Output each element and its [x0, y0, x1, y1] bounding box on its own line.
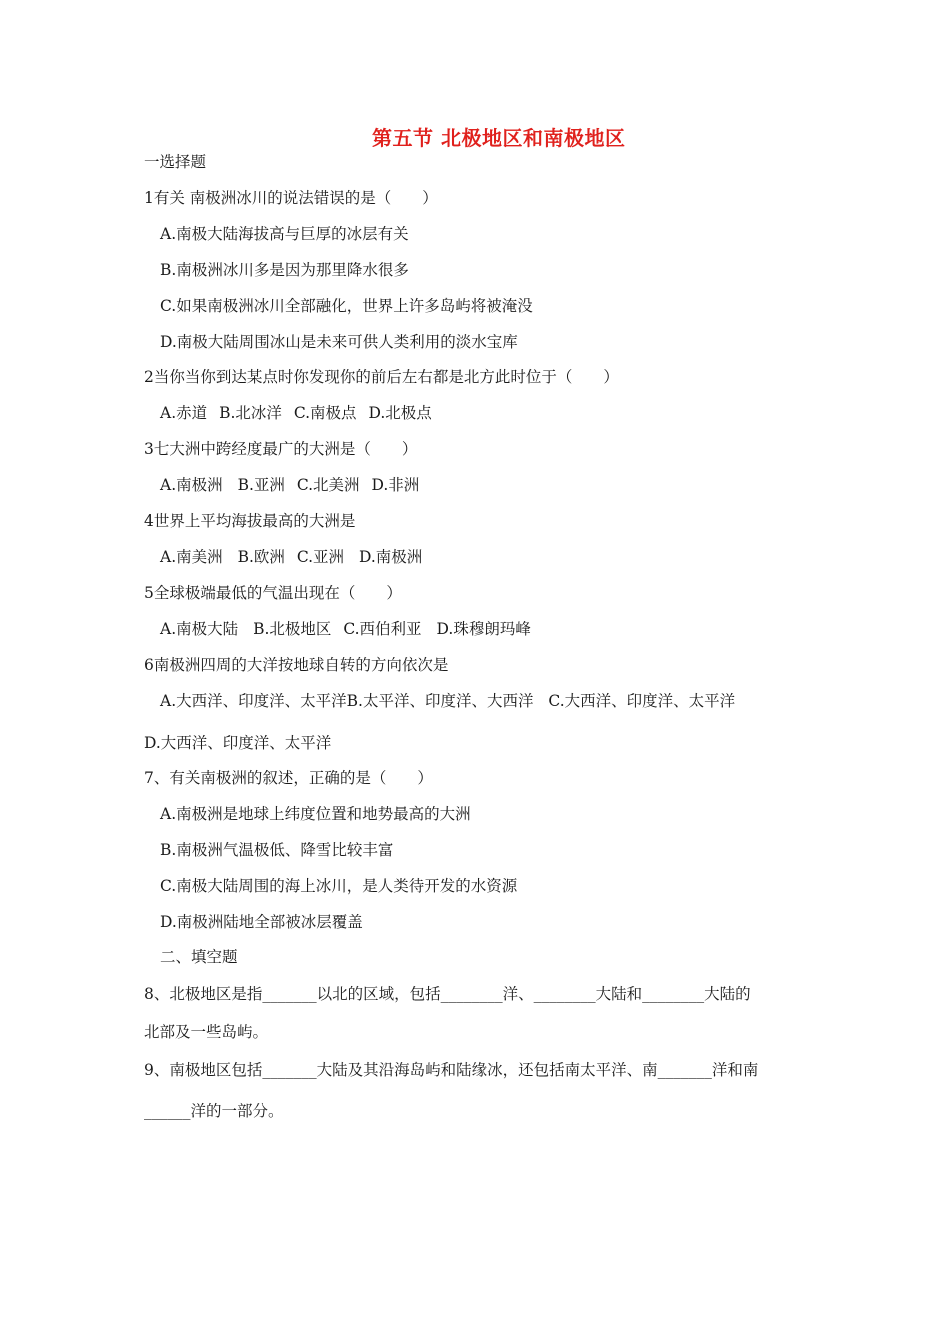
- question-7-option-c: C.南极大陆周围的海上冰川，是人类待开发的水资源: [160, 877, 518, 895]
- question-1-option-d: D.南极大陆周围冰山是未来可供人类利用的淡水宝库: [160, 333, 518, 351]
- question-8-line-2: 北部及一些岛屿。: [144, 1023, 269, 1041]
- question-5-option-a: A.南极大陆: [160, 620, 239, 638]
- question-6-option-c: C.大西洋、印度洋、太平洋: [548, 692, 736, 710]
- question-6-option-b: B.太平洋、印度洋、大西洋: [346, 692, 534, 710]
- question-4-option-a: A.南美洲: [160, 548, 223, 566]
- page-title: 第五节 北极地区和南极地区: [372, 126, 626, 150]
- question-5-stem: 5全球极端最低的气温出现在（ ）: [144, 584, 402, 602]
- question-7-stem: 7、有关南极洲的叙述，正确的是（ ）: [144, 769, 433, 787]
- question-2-stem: 2当你当你到达某点时你发现你的前后左右都是北方此时位于（ ）: [144, 368, 619, 386]
- question-2-option-b: B.北冰洋: [219, 404, 282, 422]
- question-4-option-d: D.南极洲: [359, 548, 423, 566]
- question-7-option-d: D.南极洲陆地全部被冰层覆盖: [160, 913, 363, 931]
- question-5-option-c: C.西伯利亚: [343, 620, 422, 638]
- question-7-option-a: A.南极洲是地球上纬度位置和地势最高的大洲: [160, 805, 471, 823]
- question-9-line-1: 9、南极地区包括_______大陆及其沿海岛屿和陆缘冰，还包括南太平洋、南_______洋和南: [144, 1061, 759, 1079]
- question-1-option-b: B.南极洲冰川多是因为那里降水很多: [160, 261, 409, 279]
- question-2-options: [160, 403, 432, 423]
- question-2-option-c: C.南极点: [293, 404, 357, 422]
- question-1-option-a: A.南极大陆海拔高与巨厚的冰层有关: [160, 225, 409, 243]
- question-6-stem: 6南极洲四周的大洋按地球自转的方向依次是: [144, 656, 449, 674]
- section-heading-choice: 一选择题: [144, 153, 207, 171]
- question-4-option-c: C.亚洲: [296, 548, 345, 566]
- question-4-option-b: B.欧洲: [237, 548, 285, 566]
- question-6-options: [160, 691, 735, 711]
- section-heading-fill-blank: 二、填空题: [160, 948, 238, 966]
- question-7-option-b: B.南极洲气温极低、降雪比较丰富: [160, 841, 394, 859]
- question-1-stem: 1有关 南极洲冰川的说法错误的是（ ）: [144, 189, 438, 207]
- question-3-options: [160, 475, 419, 495]
- question-3-stem: 3七大洲中跨经度最广的大洲是（ ）: [144, 440, 418, 458]
- question-5-options: [160, 619, 531, 639]
- question-3-option-a: A.南极洲: [160, 476, 223, 494]
- question-5-option-b: B.北极地区: [253, 620, 332, 638]
- question-9-line-2: ______洋的一部分。: [144, 1102, 284, 1120]
- question-5-option-d: D.珠穆朗玛峰: [436, 620, 531, 638]
- question-8-line-1: 8、北极地区是指_______以北的区域，包括________洋、________大陆和________大陆的: [144, 985, 751, 1003]
- question-3-option-c: C.北美洲: [296, 476, 360, 494]
- question-6-option-d: D.大西洋、印度洋、太平洋: [144, 734, 332, 752]
- question-3-option-b: B.亚洲: [237, 476, 285, 494]
- question-2-option-d: D.北极点: [368, 404, 432, 422]
- question-1-option-c: C.如果南极洲冰川全部融化，世界上许多岛屿将被淹没: [160, 297, 533, 315]
- question-3-option-d: D.非洲: [371, 476, 420, 494]
- question-4-stem: 4世界上平均海拔最高的大洲是: [144, 512, 356, 530]
- question-6-option-a: A.大西洋、印度洋、太平洋: [160, 692, 347, 710]
- question-2-option-a: A.赤道: [160, 404, 208, 422]
- question-4-options: [160, 547, 422, 567]
